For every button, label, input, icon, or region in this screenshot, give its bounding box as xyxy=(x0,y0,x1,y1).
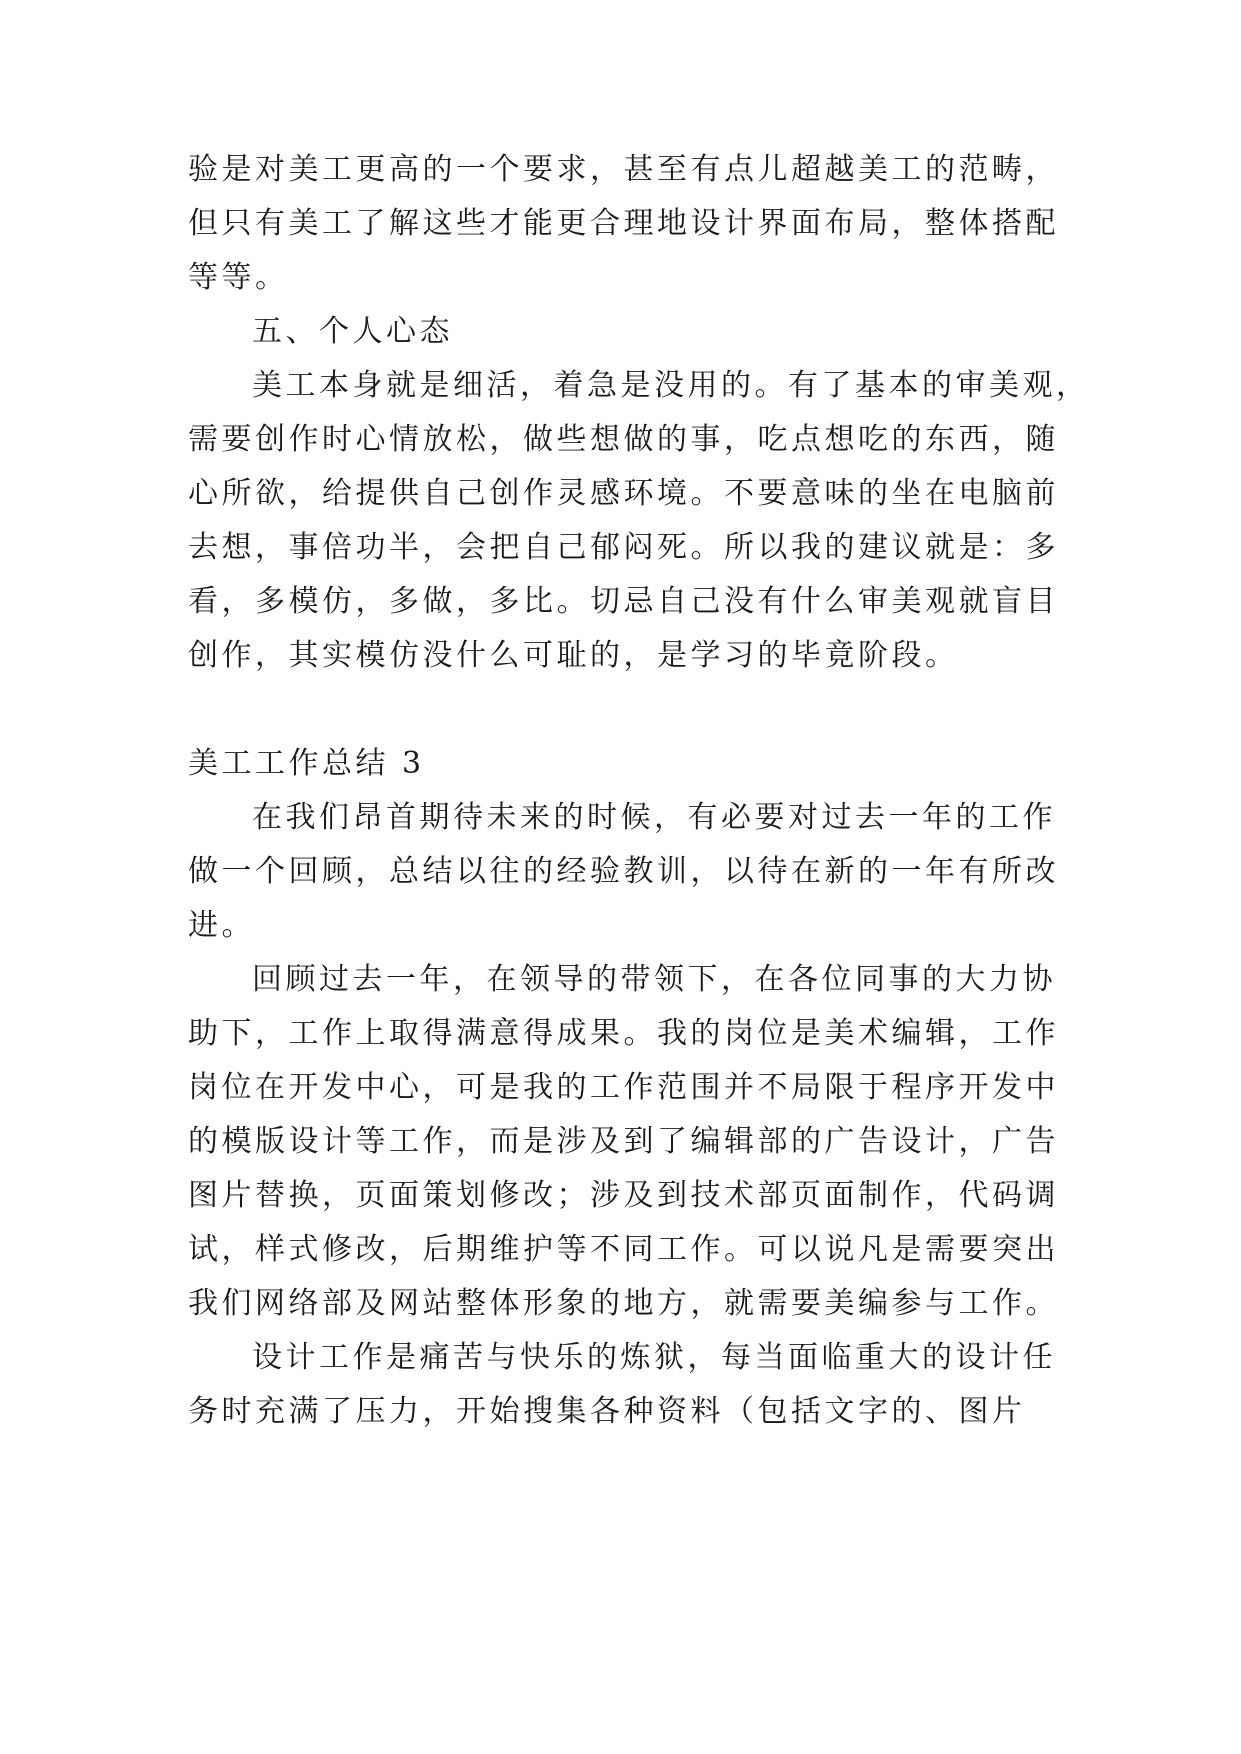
paragraph-line: 我们网络部及网站整体形象的地方，就需要美编参与工作。 xyxy=(188,1286,1059,1321)
paragraph-line: 试，样式修改，后期维护等不同工作。可以说凡是需要突出 xyxy=(188,1232,1059,1267)
paragraph-line: 回顾过去一年，在领导的带领下，在各位同事的大力协 xyxy=(252,962,1056,997)
paragraph-line: 验是对美工更高的一个要求，甚至有点儿超越美工的范畴， xyxy=(188,152,1059,187)
paragraph-line: 做一个回顾，总结以往的经验教训，以待在新的一年有所改 xyxy=(188,854,1059,889)
paragraph-line: 看，多模仿，多做，多比。切忌自己没有什么审美观就盲目 xyxy=(188,584,1059,619)
paragraph-line: 但只有美工了解这些才能更合理地设计界面布局，整体搭配 xyxy=(188,206,1059,241)
paragraph-line: 美工本身就是细活，着急是没用的。有了基本的审美观， xyxy=(252,368,1090,403)
paragraph-line: 等等。 xyxy=(188,260,289,295)
paragraph-line: 岗位在开发中心，可是我的工作范围并不局限于程序开发中 xyxy=(188,1070,1059,1105)
paragraph-line: 创作，其实模仿没什么可耻的，是学习的毕竟阶段。 xyxy=(188,638,959,673)
section-title: 美工工作总结 3 xyxy=(188,746,425,781)
paragraph-line: 助下，工作上取得满意得成果。我的岗位是美术编辑，工作 xyxy=(188,1016,1059,1051)
paragraph-line: 的模版设计等工作，而是涉及到了编辑部的广告设计，广告 xyxy=(188,1124,1059,1159)
paragraph-line: 去想，事倍功半，会把自己郁闷死。所以我的建议就是：多 xyxy=(188,530,1059,565)
paragraph-line: 图片替换，页面策划修改；涉及到技术部页面制作，代码调 xyxy=(188,1178,1059,1213)
paragraph-line: 务时充满了压力，开始搜集各种资料（包括文字的、图片 xyxy=(188,1394,1026,1429)
paragraph-line: 设计工作是痛苦与快乐的炼狱，每当面临重大的设计任 xyxy=(252,1340,1056,1375)
paragraph-line: 进。 xyxy=(188,908,255,943)
paragraph-line: 在我们昂首期待未来的时候，有必要对过去一年的工作 xyxy=(252,800,1056,835)
paragraph-line: 需要创作时心情放松，做些想做的事，吃点想吃的东西，随 xyxy=(188,422,1059,457)
paragraph-line: 心所欲，给提供自己创作灵感环境。不要意味的坐在电脑前 xyxy=(188,476,1059,511)
section-heading: 五、个人心态 xyxy=(252,314,453,349)
